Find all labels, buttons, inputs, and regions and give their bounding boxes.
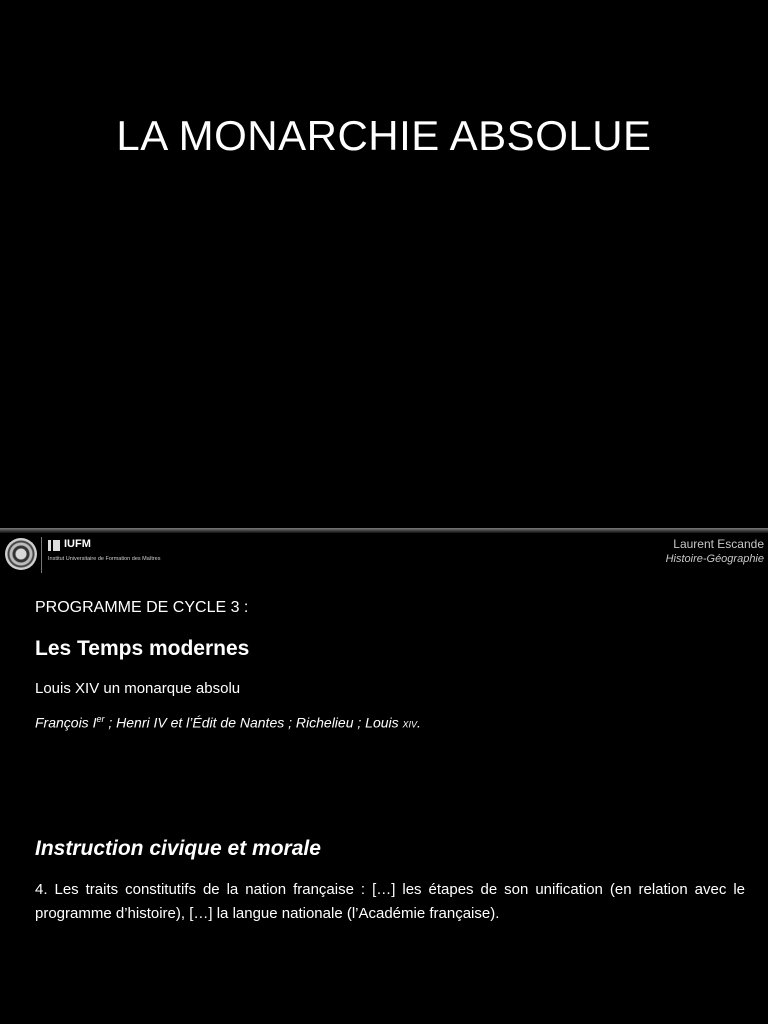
civic-section-title: Instruction civique et morale [35,837,321,860]
author-name: Laurent Escande [673,537,764,551]
iufm-logo-subtitle: Institut Universitaire de Formation des Maîtres [48,556,161,562]
iufm-logo-icon [48,540,60,551]
figures-part-1: François I [35,714,97,731]
topic-line: Louis XIV un monarque absolu [35,680,241,697]
figures-part-3: . [417,714,421,731]
slide-title: LA MONARCHIE ABSOLUE [116,112,652,159]
figures-part-2: ; Henri IV et l’Édit de Nantes ; Richelieu ; Louis [104,714,403,731]
civic-section-text: 4. Les traits constitutifs de la nation française : […] les étapes de son unification (en relation avec le programme d’histoire), […] la langue nationale (l’Académie française). [35,881,745,922]
figures-roman-numeral: xiv [402,715,418,731]
university-seal-icon [5,538,37,570]
logo-separator [41,537,42,573]
subject-name: Histoire-Géographie [665,553,764,565]
content-slide [0,533,768,1024]
iufm-logo-text: IUFM [64,538,91,550]
slide-header [0,533,768,577]
section-title: Les Temps modernes [35,637,250,660]
programme-label: PROGRAMME DE CYCLE 3 : [35,599,249,616]
historical-figures-line [35,714,421,731]
figures-superscript: er [96,714,105,724]
